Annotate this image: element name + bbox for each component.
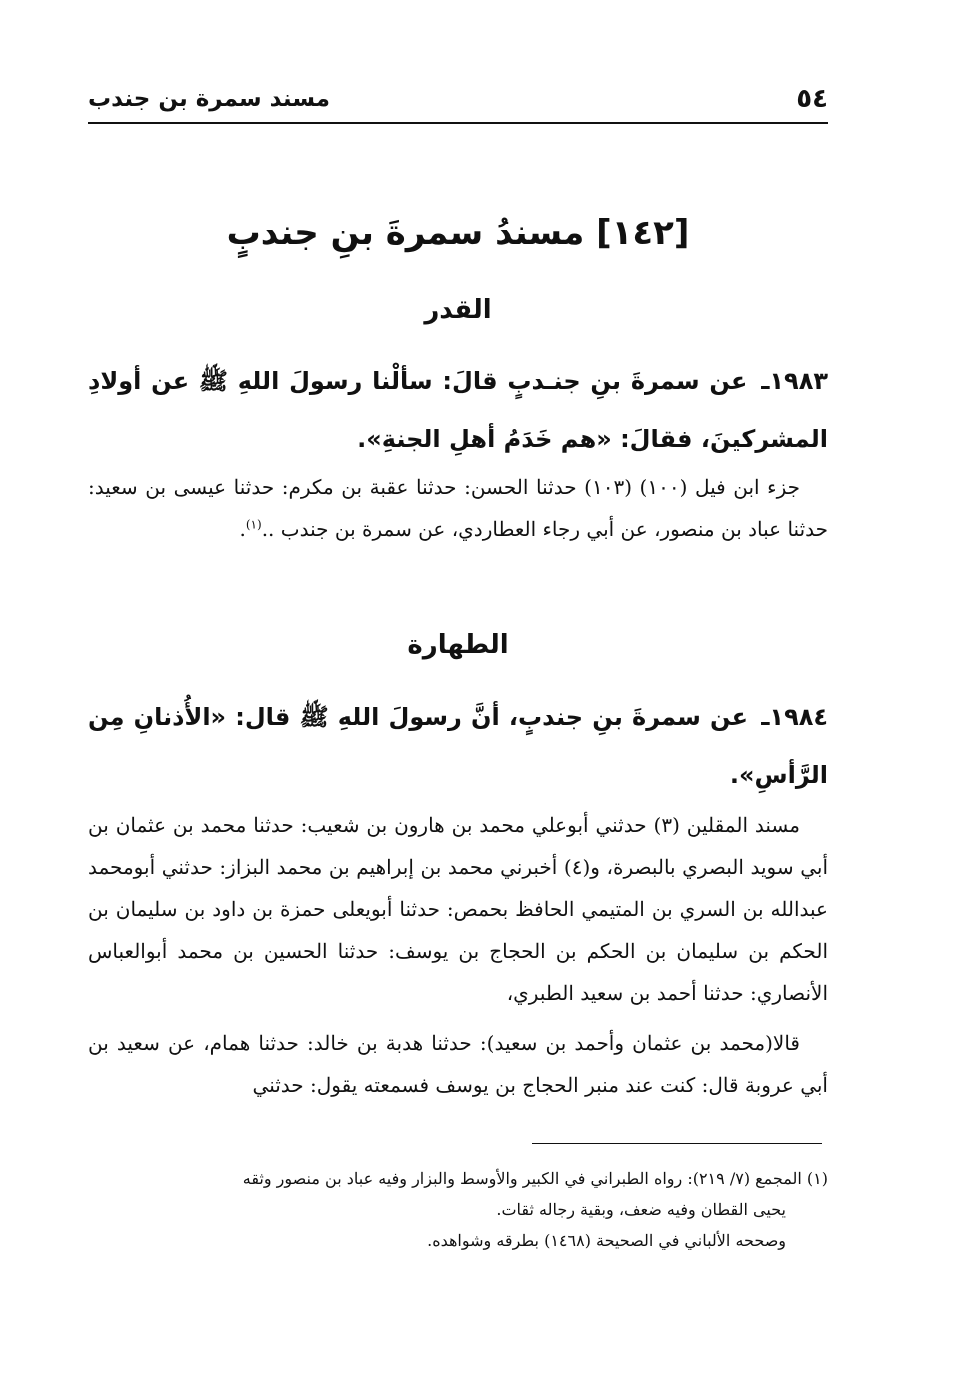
hadith-number: ١٩٨٤ـ bbox=[761, 703, 829, 731]
footnote-text-line: يحيى القطان وفيه ضعف، وبقية رجاله ثقات. bbox=[496, 1200, 786, 1219]
running-title: مسند سمرة بن جندب bbox=[88, 86, 330, 112]
hadith-number: ١٩٨٣ـ bbox=[761, 367, 828, 395]
isnad-text: جزء ابن فيل (١٠٠) (١٠٣) حدثنا الحسن: حدثنا عقبة بن مكرم: حدثنا عيسى بن سعيد: حدثنا عباد بن منصور، عن أبي رجاء العطاردي، عن سمرة بن جندب .. bbox=[88, 475, 828, 541]
footnote-marker: (١) bbox=[806, 1169, 828, 1188]
footnote-text-line: المجمع (٧/ ٢١٩): رواه الطبراني في الكبير والأوسط والبزار وفيه عباد بن منصور وثقه bbox=[242, 1169, 802, 1188]
footnote-divider bbox=[532, 1143, 822, 1144]
footnote-1 bbox=[88, 1163, 828, 1194]
section-heading-tahara: الطهارة bbox=[407, 630, 509, 660]
chapter-title: [١٤٢] مسندُ سمرةَ بنِ جندبٍ bbox=[226, 213, 690, 253]
hadith-text: عن سمرةَ بنِ جنـدبٍ قالَ: سألْنا رسولَ اللهِ ﷺ عن أولادِ المشركينَ، فقالَ: «هم خَدَمُ أهلِ الجنةِ». bbox=[88, 367, 828, 453]
hadith-text: عن سمرةَ بنِ جندبٍ، أنَّ رسولَ اللهِ ﷺ قال: «الأُذنانِ مِن الرَّأسِ». bbox=[88, 703, 828, 789]
footnote-reference: (١) bbox=[245, 517, 262, 532]
page-number: ٥٤ bbox=[796, 84, 828, 114]
isnad-paragraph: قالا(محمد بن عثمان وأحمد بن سعيد): حدثنا هدبة بن خالد: حدثنا همام، عن سعيد بن أبي عروبة قال: كنت عند منبر الحجاج بن يوسف فسمعته يقول: حدثني bbox=[88, 1031, 828, 1097]
section-heading-qadar: القدر bbox=[424, 295, 492, 325]
footnotes bbox=[88, 1163, 828, 1256]
isnad-1983 bbox=[88, 466, 828, 550]
isnad-paragraph: مسند المقلين (٣) حدثني أبوعلي محمد بن هارون بن شعيب: حدثنا محمد بن عثمان بن أبي سويد البصري بالبصرة، و(٤) أخبرني محمد بن إبراهيم بن محمد البزاز: حدثني أبومحمد عبدالله بن السري بن المتيمي الحافظ بحمص: حدثنا أبويعلى حمزة بن داود بن سليمان بن الحكم بن سليمان بن الحكم بن الحجاج بن يوسف: حدثنا الحسين بن محمد أبوالعباس الأنصاري: حدثنا أحمد بن سعيد الطبري، bbox=[88, 813, 828, 1005]
isnad-paragraph: جزء ابن فيل (١٠٠) (١٠٣) حدثنا الحسن: حدثنا عقبة بن مكرم: حدثنا عيسى بن سعيد: حدثنا عباد بن منصور، عن أبي رجاء العطاردي، عن سمرة بن جندب ..$^{(١)}$. bbox=[88, 475, 828, 541]
hadith-1983 bbox=[88, 352, 828, 468]
hadith-1984 bbox=[88, 688, 828, 804]
isnad-1984 bbox=[88, 804, 828, 1106]
footnote-text-line: وصححه الألباني في الصحيحة (١٤٦٨) بطرقه وشواهده. bbox=[427, 1231, 786, 1250]
running-header bbox=[88, 84, 828, 124]
